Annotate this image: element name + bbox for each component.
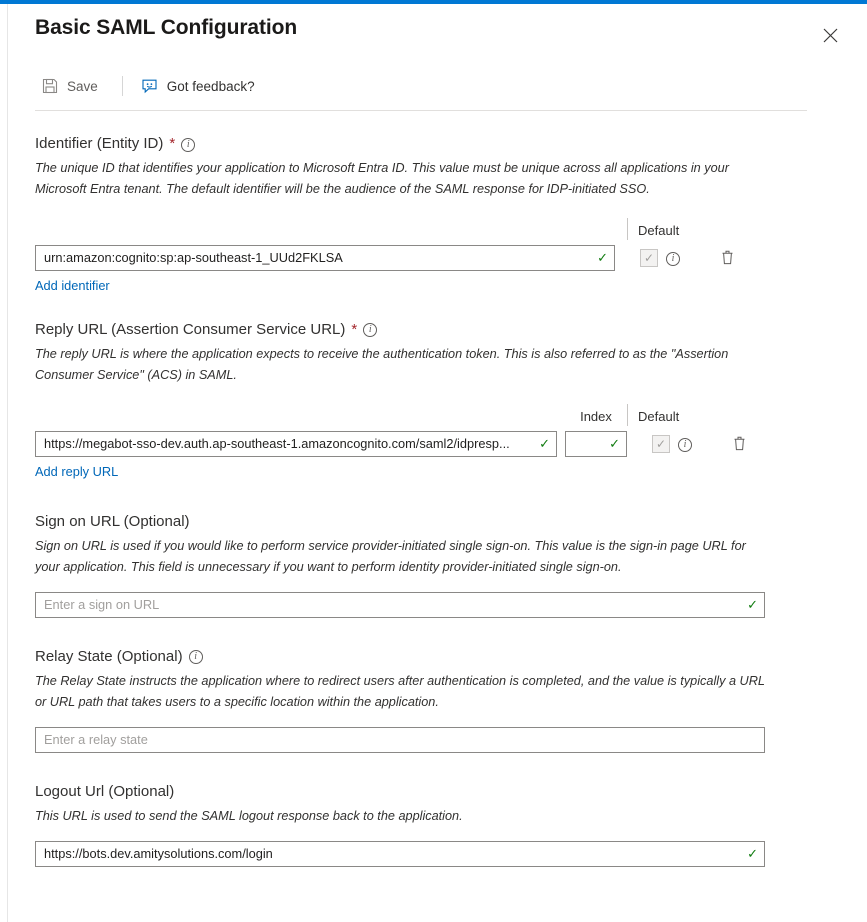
- column-header-index: Index: [580, 408, 612, 424]
- blade-header: [35, 4, 843, 50]
- logout-url-label-row: [35, 783, 843, 800]
- identifier-label: Identifier (Entity ID): [35, 135, 164, 152]
- relay-state-description: The Relay State instructs the application where to redirect users after authentication is completed, and the value is typically a URL or URL path that takes users to a specific location within the application.: [35, 673, 765, 709]
- identifier-table-header: [35, 218, 843, 240]
- logout-url-description: This URL is used to send the SAML logout response back to the application.: [35, 808, 463, 823]
- required-marker: *: [351, 320, 358, 338]
- sign-on-url-placeholder: Enter a sign on URL: [44, 597, 160, 613]
- section-reply-url: [35, 321, 843, 481]
- close-icon[interactable]: [815, 20, 845, 50]
- info-icon[interactable]: i: [678, 438, 692, 452]
- sign-on-url-input[interactable]: [35, 592, 765, 618]
- required-marker: *: [169, 135, 176, 152]
- relay-state-row: [35, 727, 843, 753]
- checkmark-icon: ✓: [747, 846, 758, 862]
- identifier-input[interactable]: [35, 245, 615, 271]
- column-header-default: Default: [638, 222, 680, 238]
- identifier-label-row: [35, 135, 843, 152]
- reply-url-default-checkbox[interactable]: ✓: [652, 435, 670, 453]
- checkmark-icon: ✓: [597, 250, 608, 266]
- identifier-row: [35, 245, 843, 271]
- section-relay-state: [35, 648, 843, 753]
- checkmark-icon: ✓: [609, 436, 620, 452]
- identifier-value: urn:amazon:cognito:sp:ap-southeast-1_UUd2FKLSA: [44, 250, 343, 266]
- reply-url-table-header: [35, 404, 843, 426]
- logout-url-row: [35, 841, 843, 867]
- logout-url-input[interactable]: [35, 841, 765, 867]
- logout-url-label: Logout Url (Optional): [35, 782, 175, 800]
- feedback-button[interactable]: [135, 71, 265, 101]
- column-header-default: Default: [638, 408, 680, 424]
- info-icon[interactable]: i: [189, 650, 203, 664]
- relay-state-input[interactable]: [35, 727, 765, 753]
- section-sign-on-url: [35, 513, 843, 618]
- identifier-default-checkbox[interactable]: ✓: [640, 249, 658, 267]
- feedback-smiley-icon: [141, 77, 159, 95]
- trash-icon[interactable]: [730, 434, 748, 454]
- info-icon[interactable]: i: [181, 138, 195, 152]
- info-icon[interactable]: i: [666, 252, 680, 266]
- reply-url-value: https://megabot-sso-dev.auth.ap-southeast-1.amazoncognito.com/saml2/idpresp...: [44, 436, 510, 452]
- reply-url-label: Reply URL (Assertion Consumer Service URL): [35, 320, 346, 338]
- trash-icon[interactable]: [718, 248, 736, 268]
- command-bar: [35, 66, 843, 106]
- save-button[interactable]: [35, 71, 108, 101]
- checkmark-icon: ✓: [539, 436, 550, 452]
- reply-url-description: The reply URL is where the application expects to receive the authentication token. This is also referred to as the "Assertion Consumer Service" (ACS) in SAML.: [35, 346, 729, 382]
- add-identifier-link[interactable]: Add identifier: [35, 277, 110, 293]
- relay-state-placeholder: Enter a relay state: [44, 732, 148, 748]
- info-icon[interactable]: i: [363, 323, 377, 337]
- relay-state-label: Relay State (Optional): [35, 647, 183, 665]
- feedback-label: Got feedback?: [166, 78, 255, 94]
- page-title: Basic SAML Configuration: [35, 16, 298, 39]
- relay-state-label-row: [35, 648, 843, 665]
- sign-on-url-label-row: [35, 513, 843, 530]
- save-label: Save: [67, 78, 98, 94]
- identifier-description: The unique ID that identifies your application to Microsoft Entra ID. This value must be unique across all applications in your Microsoft Entra tenant. The default identifier will be the audience of the SAML response for IDP-initiated SSO.: [35, 161, 729, 196]
- reply-url-label-row: [35, 321, 843, 338]
- save-disk-icon: [41, 77, 59, 95]
- blade-left-edge: [0, 4, 8, 922]
- reply-url-input[interactable]: [35, 431, 557, 457]
- checkmark-icon: ✓: [747, 597, 758, 613]
- toolbar-separator: [122, 76, 123, 96]
- blade-content: [9, 4, 867, 922]
- section-identifier: [35, 135, 843, 295]
- toolbar-divider: [35, 110, 807, 111]
- sign-on-url-description: Sign on URL is used if you would like to perform service provider-initiated single sign-on. This value is the sign-in page URL for your application. This field is unnecessary if you want to perform identity provider-initiated single sign-on.: [35, 538, 746, 574]
- reply-url-index-input[interactable]: [565, 431, 627, 457]
- logout-url-value: https://bots.dev.amitysolutions.com/login: [44, 846, 273, 862]
- sign-on-url-row: [35, 592, 843, 618]
- sign-on-url-label: Sign on URL (Optional): [35, 512, 190, 530]
- reply-url-row: [35, 431, 843, 457]
- section-logout-url: [35, 783, 843, 867]
- add-reply-url-link[interactable]: Add reply URL: [35, 463, 119, 479]
